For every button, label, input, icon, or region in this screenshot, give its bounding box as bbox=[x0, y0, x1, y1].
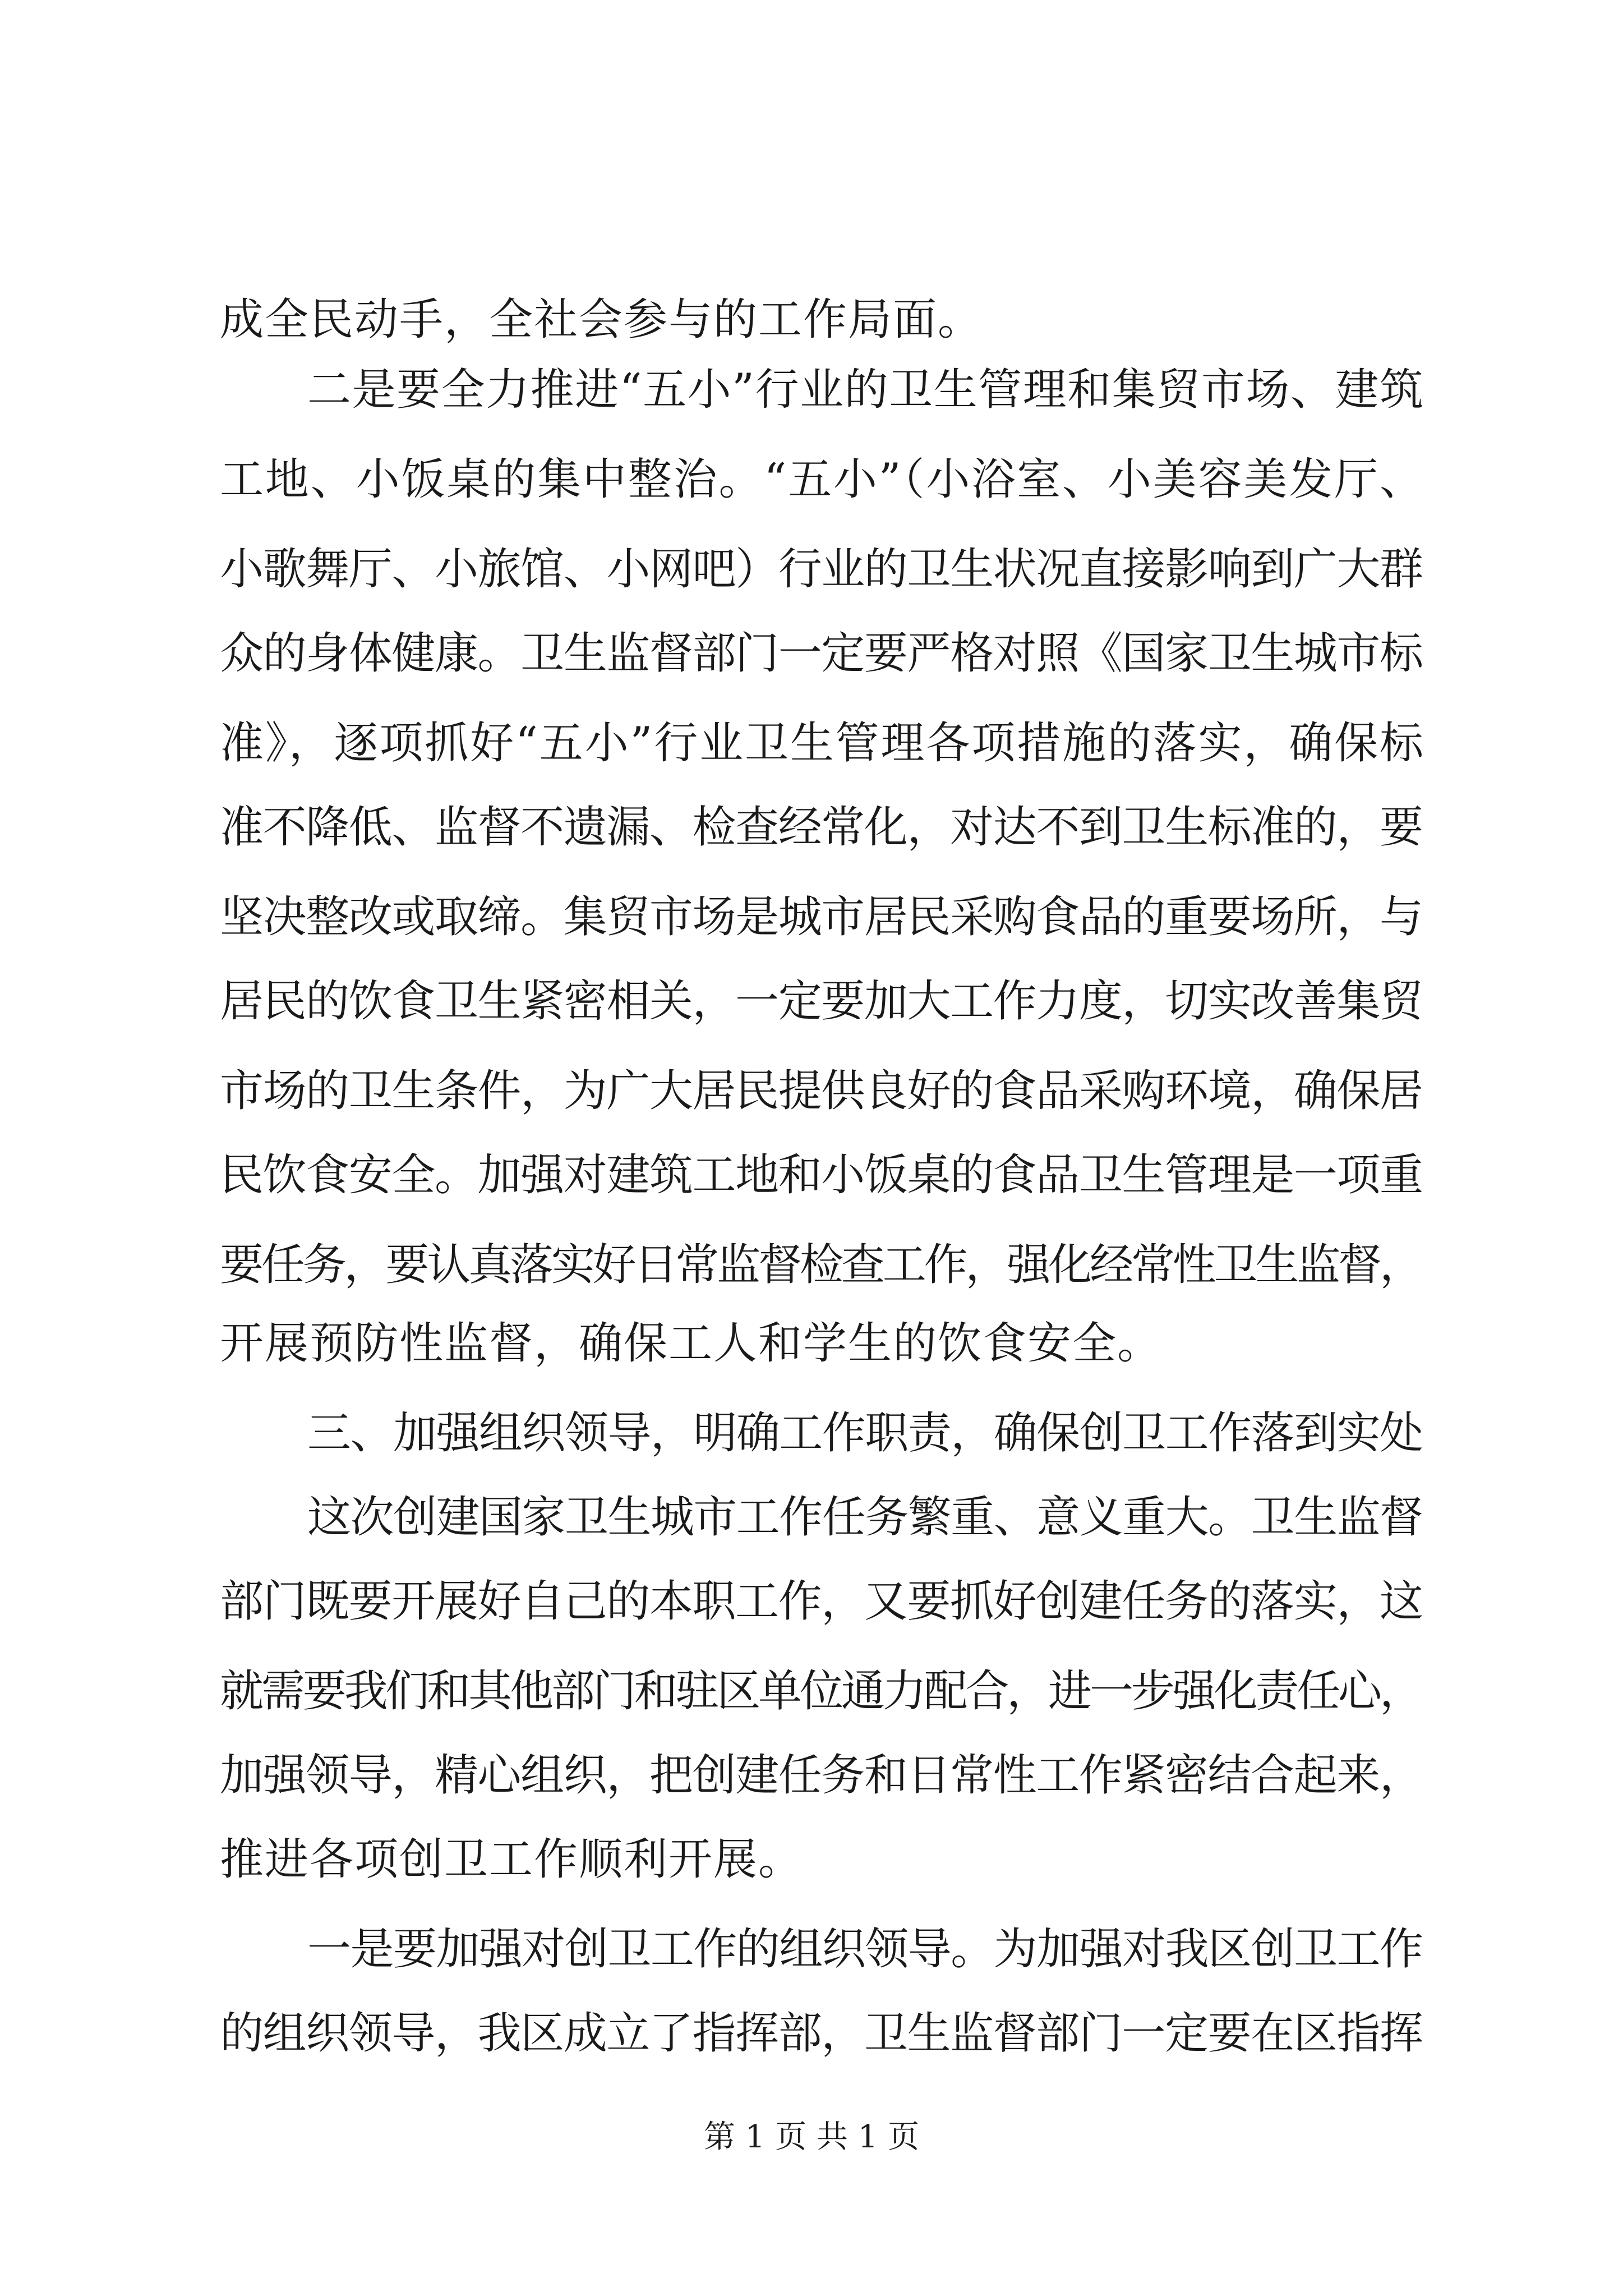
text-line bbox=[0, 527, 1623, 611]
text-line-content: 三、加强组织领导，明确工作职责，确保创卫工作落到实处 bbox=[307, 1408, 1423, 1458]
text-line-content: 开展预防性监督，确保工人和学生的饮食安全。 bbox=[220, 1318, 1163, 1369]
text-line-content: 二是要全力推进“五小”行业的卫生管理和集贸市场、建筑 bbox=[307, 365, 1424, 415]
text-line bbox=[0, 438, 1623, 522]
text-line bbox=[0, 1391, 1623, 1475]
text-line-content: 推进各项创卫工作顺利开展。 bbox=[220, 1834, 804, 1885]
text-line bbox=[0, 611, 1623, 696]
text-line bbox=[0, 348, 1623, 432]
text-line bbox=[0, 875, 1623, 959]
text-line bbox=[0, 1733, 1623, 1818]
text-line bbox=[0, 959, 1623, 1043]
text-line-content: 的组织领导，我区成立了指挥部，卫生监督部门一定要在区指挥 bbox=[220, 2008, 1423, 2059]
text-line-content: 准不降低、监督不遗漏、检查经常化，对达不到卫生标准的，要 bbox=[220, 802, 1423, 853]
text-line-content: 就需要我们和其他部门和驻区单位通力配合，进一步强化责任心， bbox=[220, 1666, 1421, 1717]
text-line-content: 这次创建国家卫生城市工作任务繁重、意义重大。卫生监督 bbox=[307, 1492, 1423, 1543]
text-line-content: 成全民动手，全社会参与的工作局面。 bbox=[220, 295, 983, 345]
text-line-content: 小歌舞厅、小旅馆、小网吧）行业的卫生状况直接影响到广大群 bbox=[220, 544, 1423, 595]
text-line-content: 市场的卫生条件，为广大居民提供良好的食品采购环境，确保居 bbox=[220, 1066, 1423, 1116]
text-line-content: 坚决整改或取缔。集贸市场是城市居民采购食品的重要场所，与 bbox=[220, 892, 1423, 942]
text-line-content: 居民的饮食卫生紧密相关，一定要加大工作力度，切实改善集贸 bbox=[220, 976, 1423, 1027]
page-footer: 第 1 页 共 1 页 bbox=[703, 2119, 920, 2155]
text-line bbox=[0, 1559, 1623, 1644]
text-line-content: 部门既要开展好自己的本职工作，又要抓好创建任务的落实，这 bbox=[220, 1576, 1423, 1627]
text-line bbox=[0, 1049, 1623, 1133]
text-line-content: 一是要加强对创卫工作的组织领导。为加强对我区创卫工作 bbox=[307, 1924, 1423, 1975]
text-line-content: 加强领导，精心组织，把创建任务和日常性工作紧密结合起来， bbox=[220, 1750, 1423, 1801]
text-line bbox=[0, 701, 1623, 785]
text-line bbox=[0, 1475, 1623, 1559]
text-line bbox=[0, 1223, 1623, 1307]
text-line-content: 民饮食安全。加强对建筑工地和小饭桌的食品卫生管理是一项重 bbox=[220, 1150, 1423, 1200]
text-line bbox=[0, 1818, 1623, 1902]
text-line bbox=[0, 1133, 1623, 1217]
text-line bbox=[0, 785, 1623, 869]
text-line bbox=[0, 1907, 1623, 1991]
text-line-content: 工地、小饭桌的集中整治。“五小”（小浴室、小美容美发厅、 bbox=[220, 454, 1425, 505]
text-line bbox=[0, 1301, 1623, 1386]
text-line bbox=[0, 1991, 1623, 2076]
text-line bbox=[0, 1649, 1623, 1733]
text-line-content: 要任务，要认真落实好日常监督检查工作，强化经常性卫生监督， bbox=[220, 1240, 1421, 1290]
text-line-content: 众的身体健康。卫生监督部门一定要严格对照《国家卫生城市标 bbox=[220, 628, 1423, 679]
text-line-content: 准》，逐项抓好“五小”行业卫生管理各项措施的落实，确保标 bbox=[220, 718, 1425, 769]
